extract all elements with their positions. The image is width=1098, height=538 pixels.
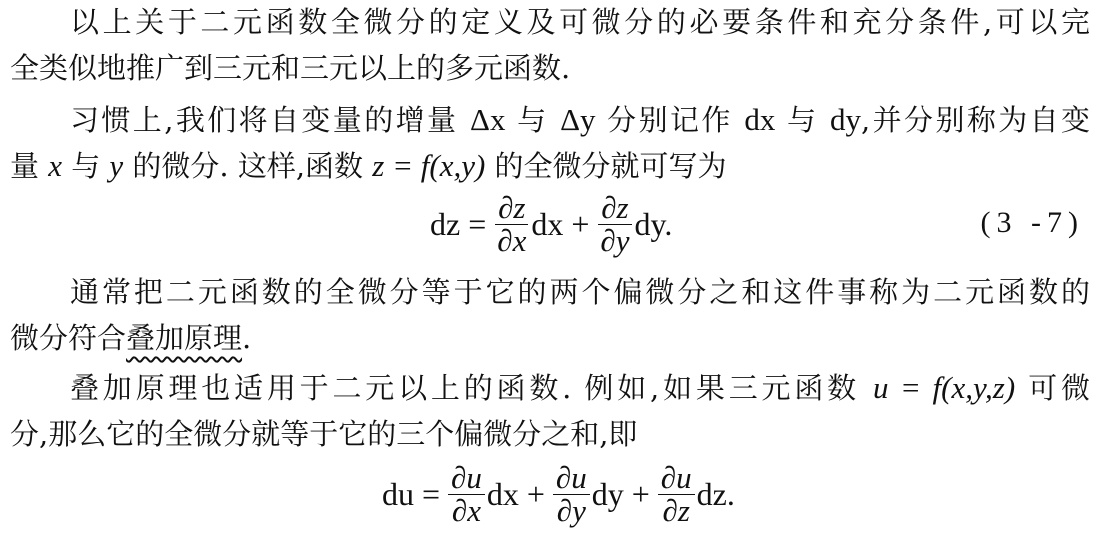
eq-term: dx +: [531, 206, 590, 242]
math-dy: dy: [830, 102, 862, 137]
eq-term: dx +: [486, 476, 545, 512]
paragraph-1-line-1: [70, 2, 1090, 42]
text: ,并分别称为自变: [861, 103, 1091, 137]
fraction-du-dx: [448, 462, 485, 527]
text: 通常把二元函数的全微分等于它的两个偏微分之和这件事称为二元函数的: [70, 275, 1090, 309]
text: 微分符合: [10, 321, 127, 355]
eq-term: dz.: [696, 476, 735, 512]
numerator: ∂z: [495, 192, 528, 225]
text: 的全微分就可写为: [485, 149, 727, 183]
math-function-z: z = f(x,y): [372, 148, 486, 183]
denominator: ∂y: [556, 493, 586, 528]
fraction-dz-dx: [494, 192, 529, 257]
math-delta-x: Δx: [470, 102, 506, 137]
paragraph-2-line-1: [70, 100, 1090, 140]
text: .: [242, 321, 252, 355]
denominator: ∂z: [662, 493, 690, 528]
numerator: ∂u: [658, 462, 695, 495]
numerator: ∂u: [553, 462, 590, 495]
math-x: x: [48, 148, 62, 183]
numerator: ∂z: [598, 192, 631, 225]
denominator: ∂y: [600, 223, 630, 258]
math-function-u: u = f(x,y,z): [872, 370, 1016, 405]
text: 全类似地推广到三元和三元以上的多元函数.: [10, 51, 571, 85]
text: 可微: [1015, 371, 1091, 405]
math-y: y: [109, 148, 124, 183]
text: 以上关于二元函数全微分的定义及可微分的必要条件和充分条件,可以完: [70, 5, 1090, 39]
equation-total-differential-z: [430, 192, 672, 257]
text: 分,那么它的全微分就等于它的三个偏微分之和,即: [10, 417, 638, 451]
text: 与: [61, 149, 110, 183]
eq-term: dy.: [634, 206, 673, 242]
fraction-du-dy: [553, 462, 590, 527]
denominator: ∂x: [497, 223, 527, 258]
equation-total-differential-u: [382, 462, 735, 527]
denominator: ∂x: [451, 493, 481, 528]
paragraph-3-line-1: [70, 272, 1090, 312]
text: 量: [10, 149, 49, 183]
math-delta-y: Δy: [560, 102, 596, 137]
fraction-du-dz: [658, 462, 695, 527]
text: 与: [775, 103, 831, 137]
text: 叠加原理也适用于二元以上的函数. 例如,如果三元函数: [70, 371, 873, 405]
paragraph-2-line-2: [10, 146, 1090, 186]
text: 的微分. 这样,函数: [123, 149, 373, 183]
equation-number: (3 -7): [980, 206, 1084, 239]
eq-lhs: dz =: [430, 206, 487, 242]
paragraph-1-line-2: [10, 48, 1090, 88]
emphasized-term: 叠加原理: [126, 321, 243, 355]
fraction-dz-dy: [597, 192, 632, 257]
text: 与: [505, 103, 561, 137]
eq-term: dy +: [591, 476, 650, 512]
text: 分别记作: [595, 103, 745, 137]
paragraph-4-line-1: [70, 368, 1090, 408]
text: 习惯上,我们将自变量的增量: [70, 103, 471, 137]
paragraph-3-line-2: [10, 318, 1090, 358]
paragraph-4-line-2: [10, 414, 1090, 454]
math-dx: dx: [744, 102, 776, 137]
numerator: ∂u: [448, 462, 485, 495]
eq-lhs: du =: [382, 476, 441, 512]
